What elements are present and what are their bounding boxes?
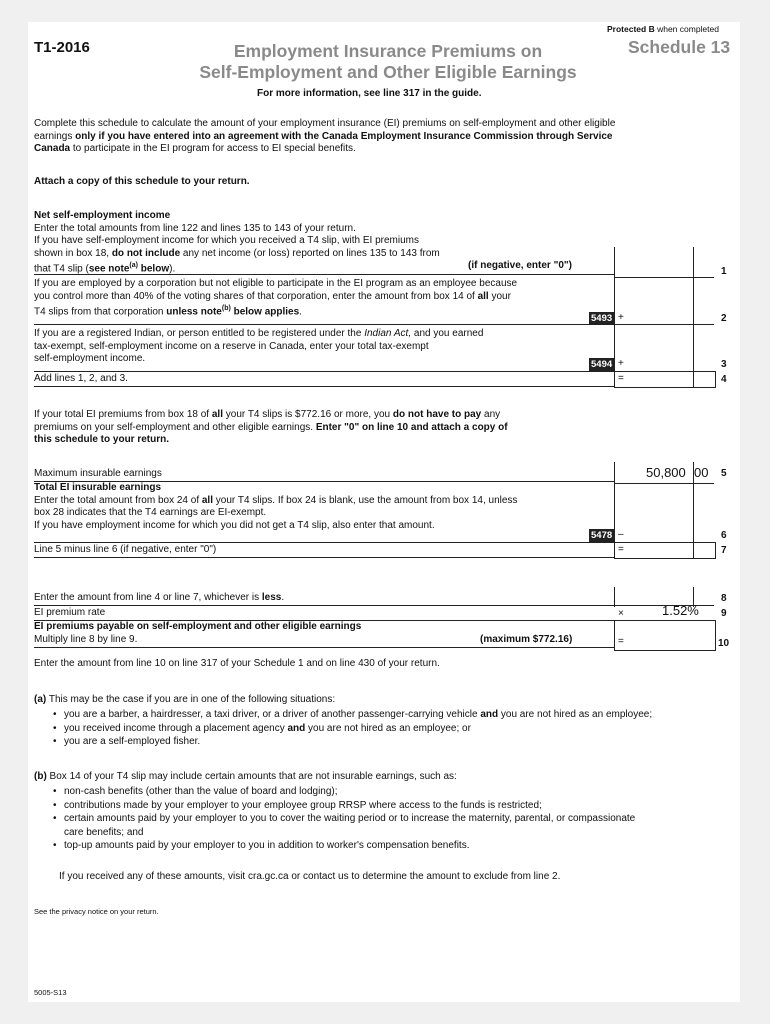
note-a-intro: (a) This may be the case if you are in one of the following situations:: [34, 694, 336, 705]
line10-maximum: (maximum $772.16): [480, 634, 573, 645]
form-code: 5005-S13: [34, 988, 67, 997]
note-b-list: [50, 785, 635, 853]
line7-amount-field[interactable]: [614, 542, 716, 559]
note-a-list: [50, 708, 652, 749]
line5-amount-cents: 00: [694, 465, 709, 480]
line4-text: Add lines 1, 2, and 3.: [34, 373, 128, 384]
field-code-5494: 5494: [591, 359, 613, 370]
line3-text: If you are a registered Indian, or person entitled to be registered under the Indian Act, and you earned tax-exempt, self-employment income on a reserve in Canada, enter your total tax-exempt self-employment income.: [34, 328, 484, 364]
list-item: • top-up amounts paid by your employer to you in addition to worker's compensation benefits.: [50, 839, 635, 853]
schedule-number: Schedule 13: [628, 37, 731, 57]
line9-text: EI premium rate: [34, 607, 106, 618]
threshold-paragraph: If your total EI premiums from box 18 of all your T4 slips is $772.16 or more, you do not have to pay any premiums on your self-employment and other eligible earnings. Enter "0" on line 10 and attach a copy of this schedule to your return.: [34, 409, 508, 445]
line7-text: Line 5 minus line 6 (if negative, enter "0"): [34, 544, 217, 555]
line1-negative-note: (if negative, enter "0"): [468, 260, 572, 271]
line2-text: If you are employed by a corporation but not eligible to participate in the EI program as an employee because you control more than 40% of the voting shares of that corporation, enter the amount from box 14 of all your T4 slips from that corporation unless note$^{(b)}$ below applies.: [34, 278, 518, 318]
more-info: For more information, see line 317 in the guide.: [257, 88, 482, 99]
line6-text: Total EI insurable earnings Enter the total amount from box 24 of all your T4 slips. If box 24 is blank, use the amount from box 14, unless box 28 indicates that the T4 earnings are EI-exempt. If you have employment income for which you did not get a T4 slip, also enter that amount.: [34, 482, 518, 531]
note-b-tail: If you received any of these amounts, visit cra.gc.ca or contact us to determine the amount to exclude from line 2.: [59, 871, 561, 882]
line-number-10: 10: [718, 638, 730, 649]
line8-text: Enter the amount from line 4 or line 7, whichever is less.: [34, 592, 285, 603]
list-item: • contributions made by your employer to your employee group RRSP where access to the funds is restricted;: [50, 799, 635, 813]
plus-sign: +: [618, 312, 624, 323]
line-number-9: 9: [721, 608, 727, 619]
line10-amount-field[interactable]: [614, 620, 716, 651]
list-item: • you are a self-employed fisher.: [50, 735, 652, 749]
equals-sign: =: [618, 544, 624, 555]
note-b-intro: (b) Box 14 of your T4 slip may include certain amounts that are not insurable earnings, such as:: [34, 771, 457, 782]
field-code-5493: 5493: [591, 313, 613, 324]
form-title: Employment Insurance Premiums on Self-Employment and Other Eligible Earnings: [199, 41, 577, 82]
line-number-6: 6: [721, 530, 727, 541]
line5-text: Maximum insurable earnings: [34, 468, 162, 479]
protected-notice: Protected B when completed: [607, 24, 719, 34]
line-number-7: 7: [721, 545, 727, 556]
multiply-sign: ×: [618, 608, 624, 619]
line-number-4: 4: [721, 374, 727, 385]
list-item: • non-cash benefits (other than the value of board and lodging);: [50, 785, 635, 799]
line-number-1: 1: [721, 266, 727, 277]
equals-sign: =: [618, 636, 624, 647]
list-item: • you received income through a placement agency and you are not hired as an employee; or: [50, 722, 652, 736]
field-code-5478: 5478: [591, 530, 613, 541]
line4-amount-field[interactable]: [614, 371, 716, 388]
line10-text: EI premiums payable on self-employment and other eligible earnings Multiply line 8 by line 9.: [34, 621, 362, 645]
form-id: T1-2016: [34, 39, 90, 56]
line-number-2: 2: [721, 313, 727, 324]
line-number-3: 3: [721, 359, 727, 370]
privacy-notice: See the privacy notice on your return.: [34, 907, 159, 916]
list-item: • certain amounts paid by your employer to you to cover the waiting period or to increase the maternity, parental, or compassionate care benefits; and: [50, 812, 635, 839]
minus-sign: –: [618, 529, 624, 540]
attach-notice: Attach a copy of this schedule to your return.: [34, 176, 250, 187]
form-page: [28, 22, 740, 1002]
intro-text: Complete this schedule to calculate the amount of your employment insurance (EI) premiums on self-employment and other eligible earnings only if you have entered into an agreement with the Canada Employment Insurance Commission through Service Canada to participate in the EI program for access to EI special benefits.: [34, 118, 616, 154]
list-item: • you are a barber, a hairdresser, a taxi driver, or a driver of another passenger-carrying vehicle and you are not hired as an employee;: [50, 708, 652, 722]
section-net-self-employment: Net self-employment income Enter the total amounts from line 122 and lines 135 to 143 of your return. If you have self-employment income for which you received a T4 slip, with EI premiums shown in box 18, do not include any net income (or loss) reported on lines 135 to 143 from that T4 slip (see note$^{(a)}$ below).: [34, 210, 440, 275]
equals-sign: =: [618, 373, 624, 384]
line5-amount-dollars: 50,800: [646, 465, 686, 480]
line9-rate: 1.52%: [662, 603, 699, 618]
line-number-8: 8: [721, 593, 727, 604]
plus-sign: +: [618, 358, 624, 369]
line-number-5: 5: [721, 468, 727, 479]
final-instruction: Enter the amount from line 10 on line 317 of your Schedule 1 and on line 430 of your return.: [34, 658, 440, 669]
